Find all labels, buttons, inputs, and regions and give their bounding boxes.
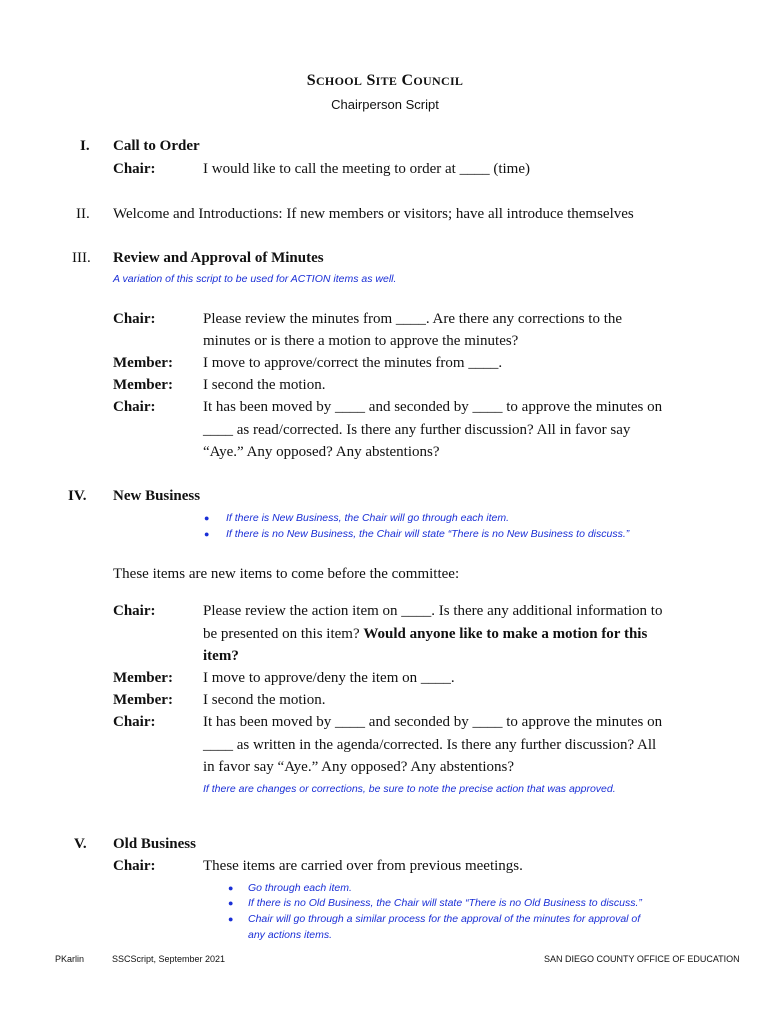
script-line: I move to approve/deny the item on ____. bbox=[203, 670, 455, 686]
speaker-label: Member: bbox=[113, 670, 173, 686]
speaker-label: Chair: bbox=[113, 858, 156, 874]
script-line: It has been moved by ____ and seconded by ____ to approve the minutes on bbox=[203, 399, 663, 415]
speaker-label: Chair: bbox=[113, 311, 156, 327]
script-line: It has been moved by ____ and seconded by ____ to approve the minutes on bbox=[203, 714, 663, 730]
script-line: Please review the minutes from ____. Are there any corrections to the bbox=[203, 311, 623, 327]
script-line: in favor say “Aye.” Any opposed? Any abstentions? bbox=[203, 759, 515, 775]
speaker-label: Chair: bbox=[113, 714, 156, 730]
bullet-text: Chair will go through a similar process for the approval of the minutes for approval of bbox=[248, 913, 641, 925]
section-number: V. bbox=[74, 836, 87, 852]
script-line: I second the motion. bbox=[203, 692, 326, 708]
script-line: “Aye.” Any opposed? Any abstentions? bbox=[203, 444, 440, 460]
speaker-label: Chair: bbox=[113, 161, 156, 177]
bullet-dot: ● bbox=[228, 898, 234, 908]
section-number: III. bbox=[72, 250, 91, 266]
document-title: SCHOOL SITE COUNCIL bbox=[306, 72, 464, 89]
section-heading: Old Business bbox=[113, 836, 196, 852]
speaker-label: Member: bbox=[113, 377, 173, 393]
speaker-label: Member: bbox=[113, 355, 173, 371]
section-heading: Call to Order bbox=[113, 138, 200, 154]
section-text: Welcome and Introductions: If new members or visitors; have all introduce themselves bbox=[113, 206, 634, 222]
footer-author: PKarlin bbox=[55, 954, 85, 964]
script-line: item? bbox=[203, 648, 239, 664]
bullet-dot: ● bbox=[228, 914, 234, 924]
speaker-label: Chair: bbox=[113, 399, 156, 415]
document-subtitle: Chairperson Script bbox=[331, 97, 439, 112]
footer-organization: SAN DIEGO COUNTY OFFICE OF EDUCATION bbox=[544, 954, 740, 964]
bullet-text: Go through each item. bbox=[248, 882, 352, 894]
script-note: If there are changes or corrections, be sure to note the precise action that was approved. bbox=[203, 783, 616, 795]
section-number: II. bbox=[76, 206, 90, 222]
script-line: Please review the action item on ____. Is there any additional information to bbox=[203, 603, 663, 619]
footer-file: SSCScript, September 2021 bbox=[112, 954, 226, 964]
section-heading: New Business bbox=[113, 488, 201, 504]
script-note: A variation of this script to be used for ACTION items as well. bbox=[113, 273, 397, 285]
section-number: IV. bbox=[68, 488, 87, 504]
bullet-text: If there is no Old Business, the Chair will state “There is no Old Business to discuss.” bbox=[248, 897, 642, 909]
script-line: I would like to call the meeting to order at ____ (time) bbox=[203, 161, 530, 177]
bullet-dot: ● bbox=[204, 513, 210, 523]
speaker-label: Chair: bbox=[113, 603, 156, 619]
bullet-dot: ● bbox=[204, 529, 210, 539]
script-line: I second the motion. bbox=[203, 377, 326, 393]
script-line: ____ as written in the agenda/corrected. Is there any further discussion? All bbox=[203, 737, 657, 753]
script-line: These items are carried over from previous meetings. bbox=[203, 858, 523, 874]
script-line: be presented on this item? Would anyone like to make a motion for this bbox=[203, 626, 648, 642]
script-line: I move to approve/correct the minutes from ____. bbox=[203, 355, 503, 371]
script-line: ____ as read/corrected. Is there any further discussion? All in favor say bbox=[203, 422, 631, 438]
section-number: I. bbox=[80, 138, 90, 154]
section-intro: These items are new items to come before the committee: bbox=[113, 566, 460, 582]
bullet-dot: ● bbox=[228, 883, 234, 893]
bullet-text: If there is no New Business, the Chair will state “There is no New Business to discuss.” bbox=[226, 528, 630, 540]
script-line: minutes or is there a motion to approve the minutes? bbox=[203, 333, 519, 349]
speaker-label: Member: bbox=[113, 692, 173, 708]
bullet-text: If there is New Business, the Chair will go through each item. bbox=[226, 512, 510, 524]
bullet-text-continuation: any actions items. bbox=[248, 929, 333, 941]
bold-motion-prompt: Would anyone like to make a motion for this bbox=[363, 626, 648, 642]
section-heading: Review and Approval of Minutes bbox=[113, 250, 324, 266]
